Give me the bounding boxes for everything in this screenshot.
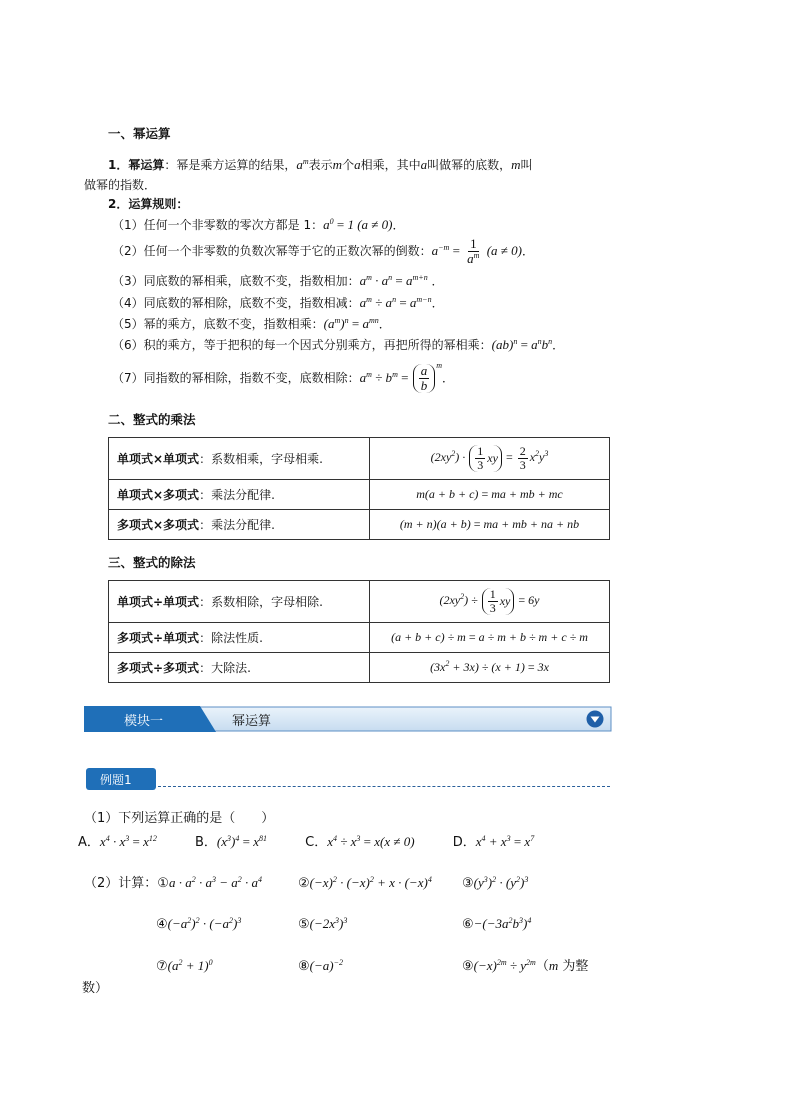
- section-title-multiplication: 二、整式的乘法: [108, 412, 196, 427]
- example-tab: [86, 768, 156, 790]
- q2-item-8: $⑧(-a)^{-2}$: [298, 958, 343, 973]
- table-row: 多项式÷多项式：大除法. $(3x^2 + 3x) \div (x + 1) = 3x$: [109, 653, 610, 683]
- q2-item-2: $②(-x)^2 \cdot (-x)^2 + x \cdot (-x)^4$: [298, 875, 432, 890]
- option-a[interactable]: A．$x^4 \cdot x^3 = x^{12}$: [78, 834, 157, 850]
- rule-6: （6）积的乘方，等于把积的每一个因式分别乘方，再把所得的幂相乘：$(ab)^n = a^nb^n$．: [112, 337, 565, 352]
- q2-item-4: $④(-a^2)^2 \cdot (-a^2)^3$: [156, 916, 242, 931]
- rule-7: （7）同指数的幂相除，指数不变，底数相除：$a^m \div b^m$ = $\frac{a}{b}$ $^m$．: [112, 361, 454, 393]
- q2-item-3: $③(y^3)^2 \cdot (y^2)^3$: [462, 875, 529, 890]
- option-d[interactable]: D．$x^4 + x^3 = x^7$: [452, 834, 535, 850]
- q2-item-6: $⑥-(-3a^2b^3)^4$: [462, 916, 532, 931]
- rules-heading: 2．运算规则：: [108, 197, 189, 211]
- option-c[interactable]: C．$x^4 \div x^3 = x(x \ne 0)$: [305, 834, 415, 850]
- example-divider: [158, 786, 610, 787]
- q2-item-7: $⑦(a^2 + 1)^0$: [156, 958, 213, 973]
- q2-item-5: $⑤(-2x^3)^3$: [298, 916, 348, 931]
- module-label: 模块一: [124, 714, 164, 729]
- rule-4: （4）同底数的幂相除，底数不变，指数相减：$a^m \div a^n = a^{m-n}$．: [112, 295, 444, 310]
- fraction: $\frac{1}{a^m}$: [467, 236, 480, 266]
- power-definition: 1．幂运算：幂是乘方运算的结果，$a^m$表示m个a相乘，其中a叫做幂的底数，m叫: [108, 157, 533, 172]
- division-table: [108, 580, 610, 683]
- q1-options: [78, 831, 618, 853]
- rule-2: （2）任何一个非零数的负数次幂等于它的正数次幂的倒数：$a^{-m}$ = $\frac{1}{a^m}$ (a ≠ 0)．: [112, 236, 535, 266]
- multiplication-table: [108, 437, 610, 540]
- module-banner: [84, 706, 612, 732]
- q2-item-9: $⑨(-x)^{2m} \div y^{2m}(m$ 为整: [462, 958, 589, 974]
- example-label: 例题1: [100, 773, 132, 787]
- section-title-power: 一、幂运算: [108, 126, 171, 141]
- module-title: 幂运算: [232, 714, 272, 729]
- rule-3: （3）同底数的幂相乘，底数不变，指数相加：$a^m \cdot a^n = a^{m+n}$ ．: [112, 273, 444, 288]
- q1-stem: （1）下列运算正确的是（ ）: [84, 811, 275, 826]
- q2-line1: （2）计算：①a · $a^2 \cdot a^3 - a^2 \cdot a^4$: [84, 875, 262, 891]
- table-row: 单项式×多项式：乘法分配律. m(a + b + c) = ma + mb + mc: [109, 480, 610, 510]
- rule-5: （5）幂的乘方，底数不变，指数相乘：$(a^m)^n = a^{mn}$．: [112, 316, 391, 331]
- option-b[interactable]: B．$(x^3)^4 = x^{81}$: [194, 834, 267, 850]
- table-row: 多项式×多项式：乘法分配律. (m + n)(a + b) = ma + mb + na + nb: [109, 510, 610, 540]
- table-row: 单项式÷单项式：系数相除，字母相除. $(2xy^2)$ ÷ $\frac{1}{3}$ xy = 6y: [109, 581, 610, 623]
- power-definition-label: 1．幂运算: [108, 158, 165, 172]
- table-row: 单项式×单项式：系数相乘，字母相乘. $(2xy^2)$ · $\frac{1}{3}$ xy = $\frac{2}{3}$ $x^2y^3$: [109, 438, 610, 480]
- rule-1: （1）任何一个非零数的零次方都是 1：$a^0 = 1$ (a ≠ 0)．: [112, 217, 405, 232]
- section-title-division: 三、整式的除法: [108, 555, 196, 570]
- table-row: 多项式÷单项式：除法性质. (a + b + c) ÷ m = a ÷ m + b ÷ m + c ÷ m: [109, 623, 610, 653]
- power-definition-cont: 做幂的指数．: [84, 178, 157, 192]
- module-banner-shape: [84, 706, 612, 732]
- q2-item-9-cont: 数）: [82, 981, 109, 996]
